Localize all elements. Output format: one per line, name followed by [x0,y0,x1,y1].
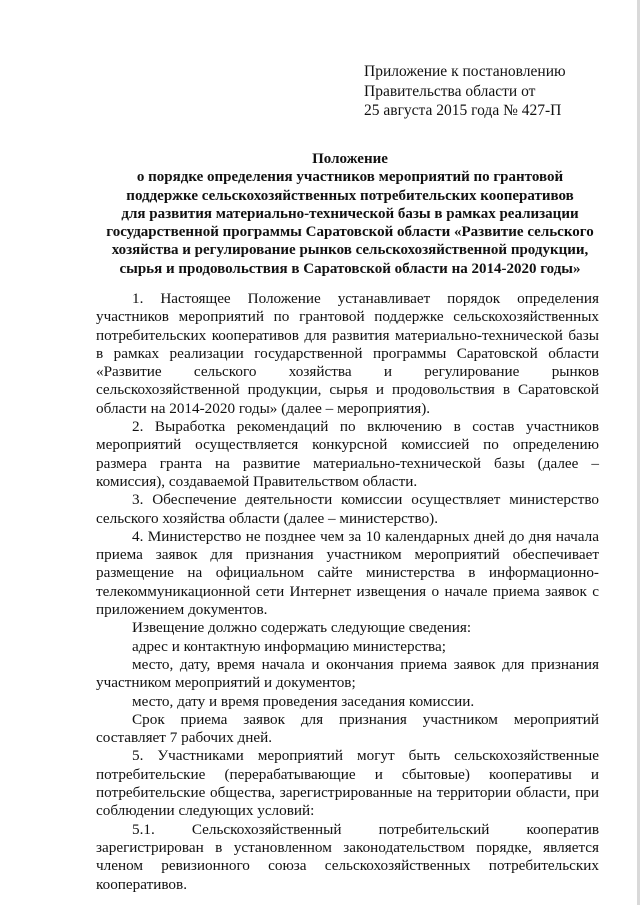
annex-header [364,62,626,121]
paragraph-1: 1. Настоящее Положение устанавливает порядок определения участников мероприятий по грантовой поддержке сельскохозяйственных потребительских кооперативов для развития материально-технической базы в рамках реализации государственной программы Саратовской области «Развитие сельского хозяйства и регулирование рынков сельскохозяйственной продукции, сырья и продовольствия в Саратовской области на 2014-2020 годы» (далее – мероприятия). [96,290,599,417]
title-line: хозяйства и регулирование рынков сельскохозяйственной продукции, [111,242,589,259]
title-line: государственной программы Саратовской области «Развитие сельского [106,224,594,241]
paragraph-2: 2. Выработка рекомендаций по включению в состав участников мероприятий осуществляется конкурсной комиссией по определению размера гранта на развитие материально-технической базы (далее – комиссия), создаваемой Правительством области. [96,418,599,490]
title-heading: Положение [312,151,388,167]
paragraph-5: 5. Участниками мероприятий могут быть сельскохозяйственные потребительские (перерабатывающие и сбытовые) кооперативы и потребительские общества, зарегистрированные на территории области, при соблюдении следующих условий: [96,747,599,820]
title-line: для развития материально-технической базы в рамках реализации [121,205,579,222]
paragraph-5-1: 5.1. Сельскохозяйственный потребительский кооператив зарегистрирован в установленном законодательством порядке, является членом ревизионного союза сельскохозяйственных потребительских кооперативов. [96,820,599,893]
paragraph-notice-intro: Извещение должно содержать следующие сведения: [132,619,472,637]
paragraph-notice-item: адрес и контактную информацию министерства; [132,637,446,655]
title-line: о порядке определения участников мероприятий по грантовой [136,169,564,186]
title-line: сырья и продовольствия в Саратовской области на 2014-2020 годы» [119,260,581,277]
paragraph-notice-item: место, дату, время начала и окончания приема заявок для признания участником мероприятий и документов; [96,655,599,692]
annex-line-2: Правительства области от [364,82,536,100]
title-line: поддержке сельскохозяйственных потребительских кооперативов [126,187,574,204]
annex-line-1: Приложение к постановлению [364,63,566,80]
paragraph-3: 3. Обеспечение деятельности комиссии осуществляет министерство сельского хозяйства области (далее – министерство). [96,491,599,527]
annex-line-3: 25 августа 2015 года № 427-П [364,102,562,119]
document-title [80,150,620,278]
paragraph-notice-item: место, дату и время проведения заседания комиссии. [132,692,475,710]
paragraph-deadline: Срок приема заявок для признания участником мероприятий составляет 7 рабочих дней. [96,710,599,747]
document-body [96,290,599,894]
paragraph-4: 4. Министерство не позднее чем за 10 календарных дней до дня начала приема заявок для признания участником мероприятий обеспечивает размещение на официальном сайте министерства в информационно-телекоммуникационной сети Интернет извещения о начале приема заявок с приложением документов. [96,527,599,619]
